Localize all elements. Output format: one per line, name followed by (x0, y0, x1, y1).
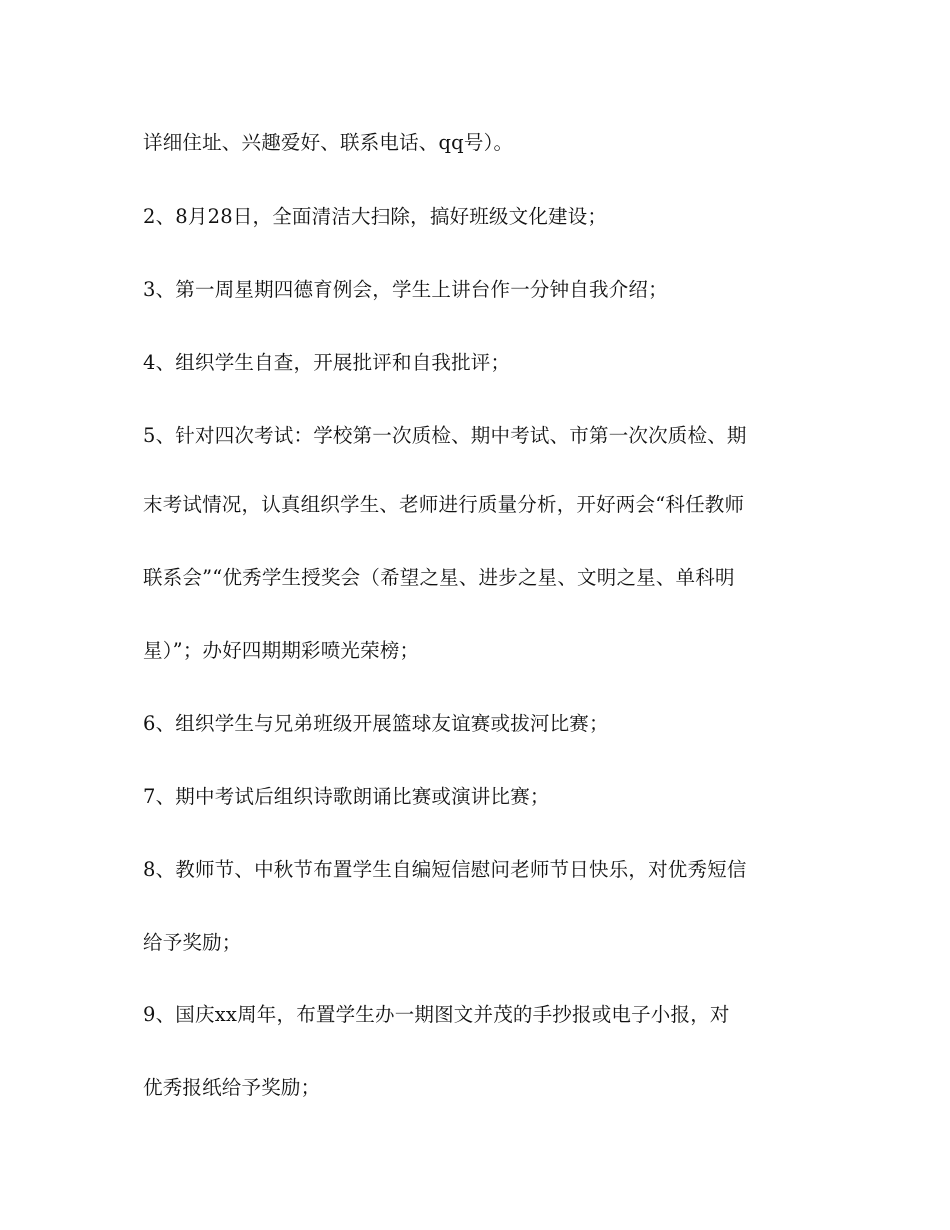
text-line-item-6: 6、组织学生与兄弟班级开展篮球友谊赛或拔河比赛； (143, 712, 609, 735)
text-line-item-2: 2、8月28日，全面清洁大扫除，搞好班级文化建设； (143, 205, 608, 228)
text-line-item-7: 7、期中考试后组织诗歌朗诵比赛或演讲比赛； (143, 785, 550, 808)
text-line-item-5-cont-2: 联系会”“优秀学生授奖会（希望之星、进步之星、文明之星、单科明 (143, 566, 735, 589)
text-line-item-9: 9、国庆xx周年，布置学生办一期图文并茂的手抄报或电子小报，对 (143, 1003, 730, 1026)
text-line-address-continuation: 详细住址、兴趣爱好、联系电话、qq号）。 (143, 131, 514, 154)
text-line-item-9-cont: 优秀报纸给予奖励； (143, 1076, 321, 1099)
text-line-item-5: 5、针对四次考试：学校第一次质检、期中考试、市第一次次质检、期 (143, 424, 747, 447)
text-line-item-5-cont-1: 末考试情况，认真组织学生、老师进行质量分析，开好两会“科任教师 (143, 493, 745, 516)
text-line-item-8-cont: 给予奖励； (143, 931, 242, 954)
text-line-item-5-cont-3: 星）”；办好四期期彩喷光荣榜； (143, 639, 420, 662)
text-line-item-3: 3、第一周星期四德育例会，学生上讲台作一分钟自我介绍； (143, 278, 668, 301)
text-line-item-4: 4、组织学生自查，开展批评和自我批评； (143, 351, 511, 374)
text-line-item-8: 8、教师节、中秋节布置学生自编短信慰问老师节日快乐，对优秀短信 (143, 858, 747, 881)
